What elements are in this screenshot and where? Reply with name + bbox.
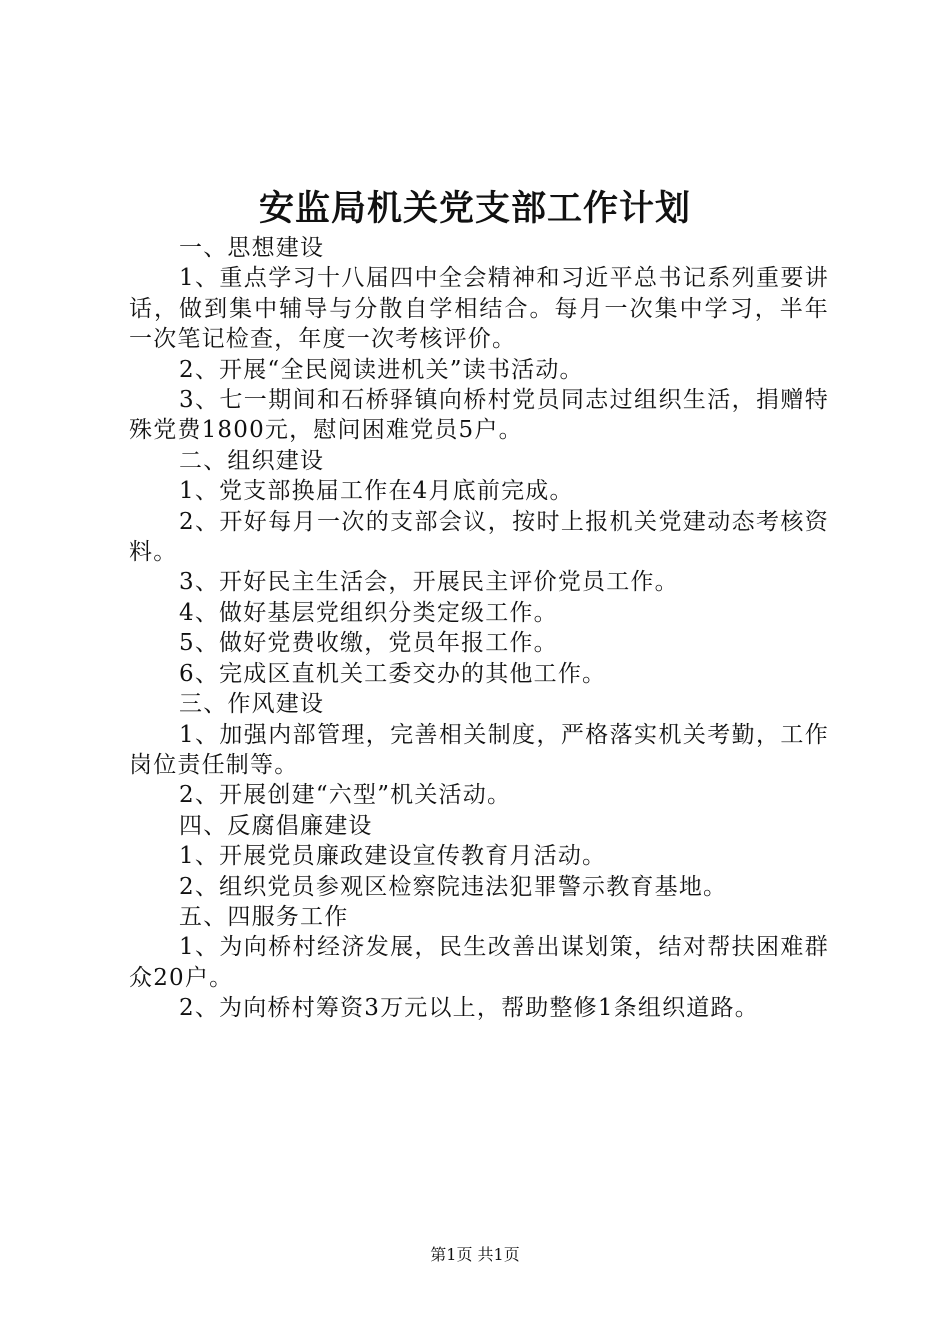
paragraph: 6、完成区直机关工委交办的其他工作。 bbox=[179, 660, 607, 687]
section-heading-organization: 二、组织建设 bbox=[179, 447, 325, 474]
page-number-footer: 第1页 共1页 bbox=[430, 1245, 520, 1264]
paragraph: 2、为向桥村筹资3万元以上，帮助整修1条组织道路。 bbox=[179, 995, 759, 1022]
paragraph: 1、加强内部管理，完善相关制度，严格落实机关考勤，工作岗位责任制等。 bbox=[129, 721, 829, 778]
section-heading-anti-corruption: 四、反腐倡廉建设 bbox=[179, 812, 373, 839]
section-heading-service: 五、四服务工作 bbox=[179, 903, 349, 930]
section-heading-thought: 一、思想建设 bbox=[179, 235, 325, 261]
paragraph: 4、做好基层党组织分类定级工作。 bbox=[179, 599, 558, 626]
paragraph: 3、开好民主生活会，开展民主评价党员工作。 bbox=[179, 569, 679, 596]
paragraph: 2、开展“全民阅读进机关”读书活动。 bbox=[179, 356, 584, 383]
paragraph: 2、开好每月一次的支部会议，按时上报机关党建动态考核资料。 bbox=[129, 508, 829, 566]
section-heading-work-style: 三、作风建设 bbox=[179, 691, 325, 718]
document-body bbox=[129, 233, 829, 1024]
paragraph: 3、七一期间和石桥驿镇向桥村党员同志过组织生活，捐赠特殊党费1800元，慰问困难党员5户。 bbox=[129, 387, 829, 444]
paragraph: 2、组织党员参观区检察院违法犯罪警示教育基地。 bbox=[179, 873, 728, 900]
paragraph: 1、为向桥村经济发展，民生改善出谋划策，结对帮扶困难群众20户。 bbox=[129, 934, 829, 991]
paragraph: 1、党支部换届工作在4月底前完成。 bbox=[179, 478, 574, 505]
paragraph: 1、重点学习十八届四中全会精神和习近平总书记系列重要讲话，做到集中辅导与分散自学相结合。每月一次集中学习，半年一次笔记检查，年度一次考核评价。 bbox=[129, 265, 829, 353]
document-title: 安监局机关党支部工作计划 bbox=[258, 188, 691, 229]
paragraph: 1、开展党员廉政建设宣传教育月活动。 bbox=[179, 843, 607, 870]
paragraph: 2、开展创建“六型”机关活动。 bbox=[179, 782, 512, 809]
paragraph: 5、做好党费收缴，党员年报工作。 bbox=[179, 630, 558, 657]
